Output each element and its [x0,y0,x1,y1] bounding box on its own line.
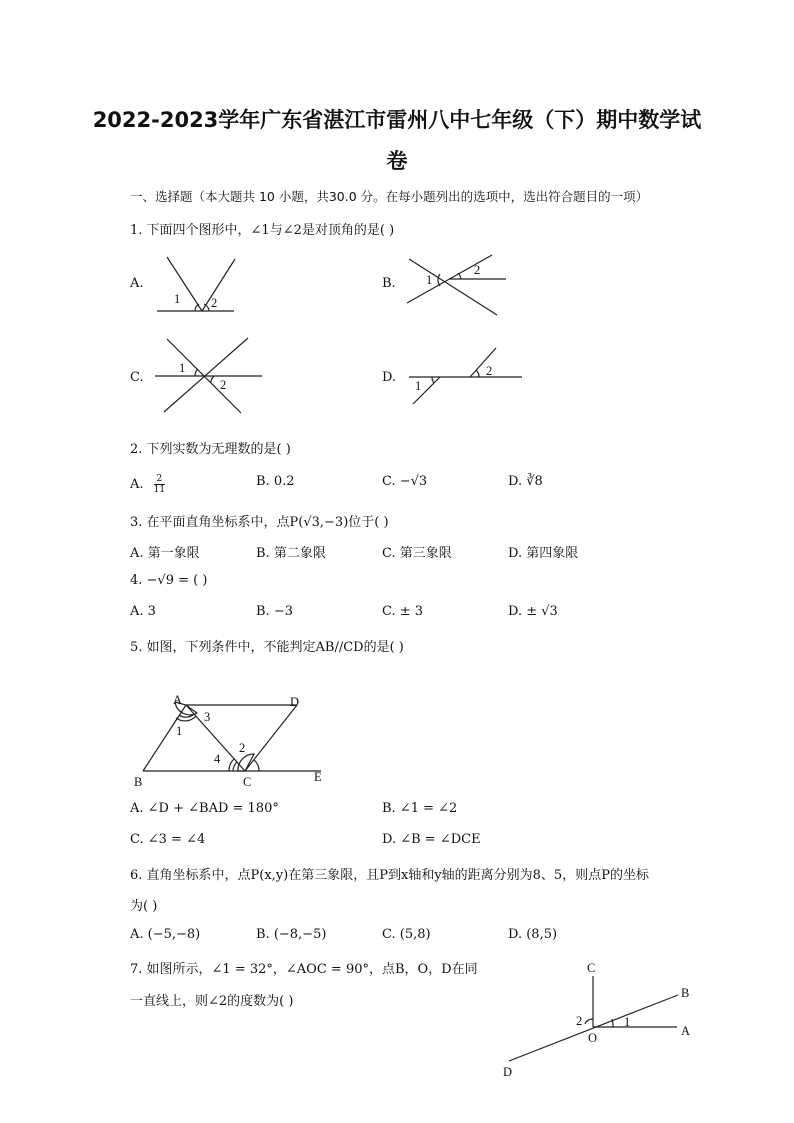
q4-stem: 4. −√9 = ( ) [130,573,208,588]
q6-option-a[interactable]: A. (−5,−8) [130,927,201,942]
q6-option-c[interactable]: C. (5,8) [382,927,431,942]
q4-option-d[interactable]: D. ± √3 [508,604,558,619]
q2-fraction-numerator: 2 [154,474,165,485]
q6-stem-line2: 为( ) [130,899,158,914]
q2-option-d[interactable]: D. ∛8 [508,474,543,489]
q2-option-c[interactable]: C. −√3 [382,474,428,489]
q1-figure-b [407,255,506,315]
q7-figure [503,961,690,1079]
q5-option-a[interactable]: A. ∠D + ∠BAD = 180° [130,801,279,816]
q5-label-3: 3 [204,710,211,724]
q5-label-B: B [134,775,143,789]
q2-option-b[interactable]: B. 0.2 [256,474,295,489]
q5-option-b[interactable]: B. ∠1 = ∠2 [382,801,458,816]
q1-stem: 1. 下面四个图形中，∠1与∠2是对顶角的是( ) [130,223,395,238]
q5-stem: 5. 如图，下列条件中，不能判定AB//CD的是( ) [130,640,404,655]
q5-label-D: D [290,695,300,709]
q4-option-b[interactable]: B. −3 [256,604,293,619]
q5-label-C: C [243,775,252,789]
q1-figure-d [409,348,522,404]
q1d-label-1: 1 [415,379,422,393]
q7-label-2: 2 [576,1014,583,1028]
q7-label-A: A [681,1024,691,1038]
q5-figure [134,693,322,789]
q1-option-d[interactable]: D. [382,370,397,385]
q5-label-1: 1 [176,724,183,738]
exam-title-line2: 卷 [386,149,408,173]
q1a-label-2: 2 [211,296,218,310]
q5-label-A: A [173,693,183,707]
q7-label-C: C [587,961,596,975]
q3-option-a[interactable]: A. 第一象限 [130,546,200,561]
q2-fraction-denominator: 11 [153,485,166,495]
q7-stem-line1: 7. 如图所示，∠1 = 32°，∠AOC = 90°，点B，O，D在同 [130,962,478,977]
q7-stem-line2: 一直线上，则∠2的度数为( ) [130,994,294,1009]
section-heading: 一、选择题（本大题共 10 小题，共30.0 分。在每小题列出的选项中，选出符合题目的一项） [130,189,649,204]
q5-label-E: E [314,770,322,784]
q3-option-b[interactable]: B. 第二象限 [256,546,326,561]
q2-stem: 2. 下列实数为无理数的是( ) [130,442,291,457]
q1-option-c[interactable]: C. [130,370,144,385]
q1-figure-a [157,257,235,311]
q1c-label-2: 2 [220,378,227,392]
q5-option-c[interactable]: C. ∠3 = ∠4 [130,832,206,847]
q2-option-a-fraction [154,474,165,495]
q1c-label-1: 1 [179,361,186,375]
q1-figure-c [155,338,262,413]
q7-label-O: O [588,1031,598,1045]
q5-label-2: 2 [239,741,246,755]
exam-title-line1: 2022-2023学年广东省湛江市雷州八中七年级（下）期中数学试 [92,108,702,132]
q1a-label-1: 1 [174,292,181,306]
q6-option-d[interactable]: D. (8,5) [508,927,558,942]
q5-label-4: 4 [214,752,221,766]
q1b-label-2: 2 [474,263,481,277]
q3-stem: 3. 在平面直角坐标系中，点P(√3,−3)位于( ) [130,515,389,530]
q7-label-1: 1 [624,1015,631,1029]
q1-option-b[interactable]: B. [382,276,396,291]
q6-option-b[interactable]: B. (−8,−5) [256,927,327,942]
q7-label-D: D [503,1065,513,1079]
q5-option-d[interactable]: D. ∠B = ∠DCE [382,832,481,847]
q4-option-c[interactable]: C. ± 3 [382,604,424,619]
q6-stem-line1: 6. 直角坐标系中，点P(x,y)在第三象限，且P到x轴和y轴的距离分别为8、5，则点P的坐标 [130,868,649,883]
q7-label-B: B [681,986,690,1000]
q3-option-c[interactable]: C. 第三象限 [382,546,452,561]
q1-option-a[interactable]: A. [130,276,144,291]
q1b-label-1: 1 [426,273,433,287]
q3-option-d[interactable]: D. 第四象限 [508,546,579,561]
q2-option-a-label: A. [130,477,144,492]
q4-option-a[interactable]: A. 3 [130,604,156,619]
q2-option-a[interactable] [130,474,165,495]
q1d-label-2: 2 [486,364,493,378]
